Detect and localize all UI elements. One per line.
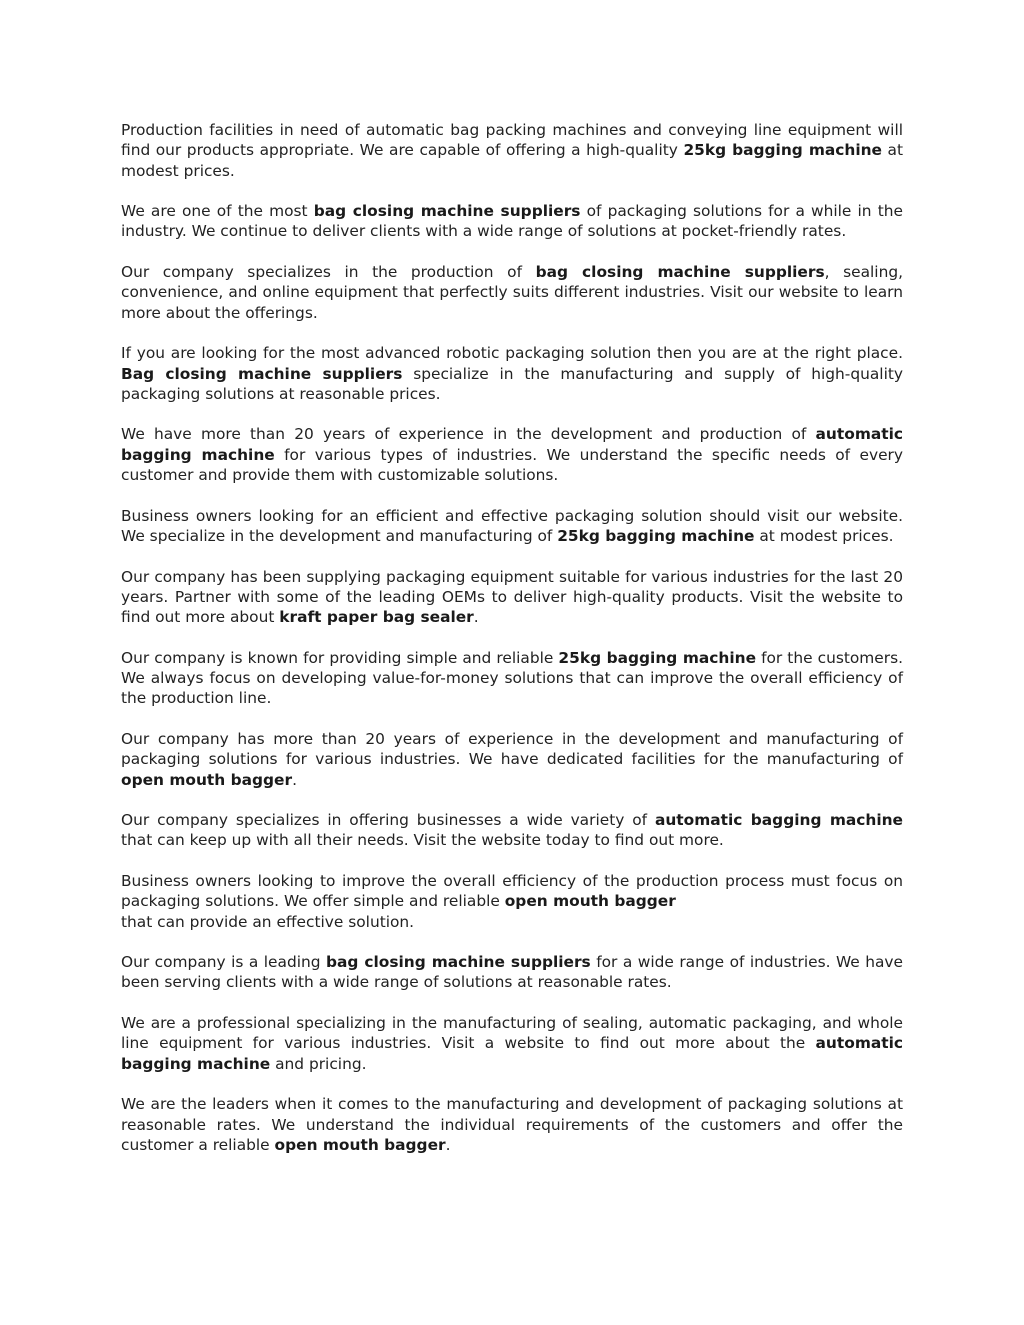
bold-keyword: automatic bagging machine bbox=[654, 811, 904, 830]
paragraph-text: of packaging solutions for a while in the industry. We continue to deliver clients with a wide range of solutions at pocket-friendly rates. bbox=[121, 202, 903, 241]
paragraph bbox=[121, 648, 903, 709]
paragraph-text: . bbox=[473, 608, 479, 627]
paragraph-text: Business owners looking for an efficient and effective packaging solution should visit our website. We specialize in the development and manufacturing of bbox=[121, 506, 903, 545]
paragraph bbox=[121, 1013, 903, 1074]
paragraph-text: for various types of industries. We understand the specific needs of every customer and provide them with customizable solutions. bbox=[121, 445, 903, 485]
paragraph-text: Our company specializes in offering businesses a wide variety of bbox=[121, 811, 655, 830]
paragraph-text: , sealing, convenience, and online equipment that perfectly suits different industries. Visit our website to learn more about the offerings. bbox=[121, 263, 903, 322]
bold-keyword: open mouth bagger bbox=[504, 892, 676, 911]
paragraph bbox=[121, 567, 903, 628]
paragraph-text: at modest prices. bbox=[754, 526, 894, 545]
paragraph-text: Our company is known for providing simple and reliable bbox=[121, 648, 559, 667]
bold-keyword: bag closing machine suppliers bbox=[313, 202, 581, 221]
paragraph bbox=[121, 506, 903, 547]
paragraph bbox=[121, 1094, 903, 1155]
bold-keyword: automatic bagging machine bbox=[121, 1034, 903, 1073]
paragraph bbox=[121, 729, 903, 790]
bold-keyword: kraft paper bag sealer bbox=[279, 608, 474, 627]
paragraph bbox=[121, 343, 903, 404]
paragraph bbox=[121, 201, 903, 242]
paragraph bbox=[121, 871, 903, 932]
bold-keyword: automatic bagging machine bbox=[121, 425, 903, 464]
paragraph-text: that can keep up with all their needs. Visit the website today to find out more. bbox=[121, 831, 724, 850]
paragraph-text: We are the leaders when it comes to the manufacturing and development of packaging solutions at reasonable rates. We understand the individual requirements of the customers and offer the customer a reliable bbox=[121, 1095, 903, 1154]
paragraph-text: Business owners looking to improve the overall efficiency of the production process must focus on packaging solutions. We offer simple and reliable bbox=[121, 871, 903, 911]
paragraph-text: and pricing. bbox=[270, 1054, 367, 1073]
paragraph-text: Our company specializes in the production of bbox=[121, 263, 536, 282]
bold-keyword: 25kg bagging machine bbox=[683, 141, 882, 160]
paragraph-text: We are a professional specializing in the manufacturing of sealing, automatic packaging, and whole line equipment for various industries. Visit a website to find out more about the bbox=[121, 1014, 903, 1053]
paragraph-text: . bbox=[292, 770, 297, 789]
bold-keyword: 25kg bagging machine bbox=[558, 648, 757, 667]
paragraph-text: at modest prices. bbox=[121, 141, 904, 180]
bold-keyword: 25kg bagging machine bbox=[557, 526, 755, 545]
bold-keyword: bag closing machine suppliers bbox=[326, 953, 591, 972]
paragraph-text: Our company has more than 20 years of experience in the development and manufacturing of packaging solutions for various industries. We have dedicated facilities for the manufacturing of bbox=[121, 729, 903, 769]
paragraph-text: Our company has been supplying packaging equipment suitable for various industries for the last 20 years. Partner with some of the leading OEMs to deliver high-quality products. Visit the website to find out more about bbox=[121, 567, 903, 627]
bold-keyword: open mouth bagger bbox=[121, 770, 293, 789]
paragraph-text: We are one of the most bbox=[121, 202, 314, 221]
paragraph bbox=[121, 952, 903, 993]
paragraph-text: that can provide an effective solution. bbox=[121, 912, 415, 931]
paragraph-text: specialize in the manufacturing and supply of high-quality packaging solutions at reasonable prices. bbox=[121, 364, 904, 403]
paragraph bbox=[121, 424, 903, 485]
bold-keyword: bag closing machine suppliers bbox=[535, 263, 825, 282]
paragraph-text: If you are looking for the most advanced robotic packaging solution then you are at the right place. bbox=[121, 344, 903, 363]
paragraph-text: . bbox=[445, 1135, 451, 1154]
paragraph bbox=[121, 810, 903, 851]
document-body bbox=[121, 120, 903, 1175]
paragraph bbox=[121, 120, 903, 181]
bold-keyword: open mouth bagger bbox=[274, 1135, 446, 1154]
paragraph-text: We have more than 20 years of experience in the development and production of bbox=[121, 425, 816, 444]
paragraph bbox=[121, 262, 903, 323]
paragraph-text: for a wide range of industries. We have been serving clients with a wide range of solutions at reasonable rates. bbox=[121, 953, 904, 992]
bold-keyword: Bag closing machine suppliers bbox=[121, 364, 403, 383]
paragraph-text: Production facilities in need of automatic bag packing machines and conveying line equipment will find our products appropriate. We are capable of offering a high-quality bbox=[121, 121, 903, 160]
paragraph-text: Our company is a leading bbox=[121, 953, 327, 972]
paragraph-text: for the customers. We always focus on developing value-for-money solutions that can improve the overall efficiency of the production line. bbox=[121, 648, 904, 708]
